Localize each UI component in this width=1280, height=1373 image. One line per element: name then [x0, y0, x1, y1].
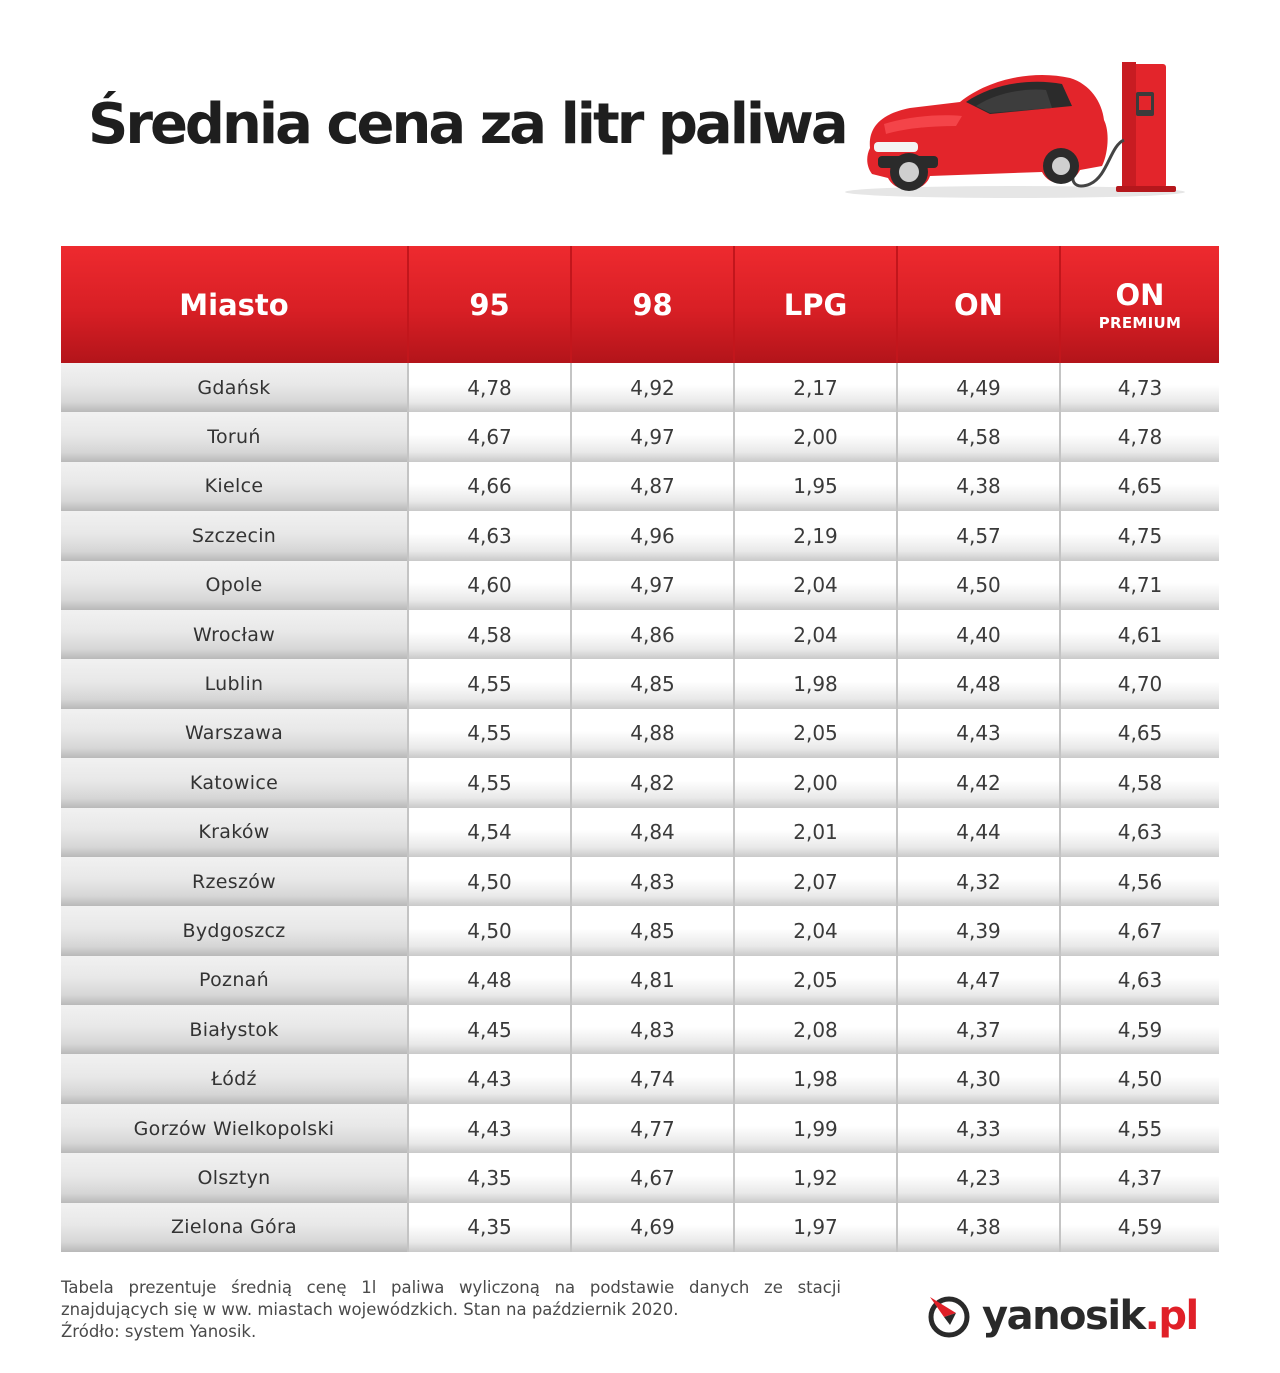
cell-on: 4,38: [896, 462, 1059, 511]
page-title: Średnia cena za litr paliwa: [88, 92, 846, 157]
cell-95: 4,58: [407, 610, 570, 659]
cell-on: 4,48: [896, 659, 1059, 708]
cell-lpg: 2,19: [733, 511, 896, 560]
cell-city: Poznań: [61, 956, 407, 1005]
cell-lpg: 1,98: [733, 659, 896, 708]
cell-lpg: 2,04: [733, 906, 896, 955]
cell-98: 4,69: [570, 1203, 733, 1252]
cell-city: Rzeszów: [61, 857, 407, 906]
cell-lpg: 2,04: [733, 561, 896, 610]
cell-city: Gdańsk: [61, 363, 407, 412]
table-row: [61, 659, 1219, 708]
cell-city: Białystok: [61, 1005, 407, 1054]
header-city: Miasto: [179, 287, 289, 322]
cell-lpg: 2,05: [733, 709, 896, 758]
cell-on-premium: 4,55: [1059, 1104, 1219, 1153]
cell-on: 4,40: [896, 610, 1059, 659]
header-98: 98: [570, 246, 733, 363]
footnote-source: Źródło: system Yanosik.: [61, 1322, 257, 1341]
cell-on-premium: 4,37: [1059, 1153, 1219, 1202]
cell-95: 4,55: [407, 659, 570, 708]
cell-on-premium: 4,78: [1059, 412, 1219, 461]
table-row: [61, 906, 1219, 955]
cell-98: 4,82: [570, 758, 733, 807]
cell-95: 4,50: [407, 857, 570, 906]
cell-on: 4,37: [896, 1005, 1059, 1054]
header-lpg: LPG: [733, 246, 896, 363]
cell-lpg: 2,01: [733, 808, 896, 857]
brand-name: yanosik: [982, 1293, 1145, 1339]
cell-on: 4,38: [896, 1203, 1059, 1252]
cell-city: Opole: [61, 561, 407, 610]
table-header: [61, 246, 1219, 363]
cell-on: 4,30: [896, 1054, 1059, 1103]
cell-95: 4,60: [407, 561, 570, 610]
cell-98: 4,74: [570, 1054, 733, 1103]
cell-on-premium: 4,50: [1059, 1054, 1219, 1103]
table-row: [61, 709, 1219, 758]
table-row: [61, 1005, 1219, 1054]
table-row: [61, 561, 1219, 610]
cell-city: Olsztyn: [61, 1153, 407, 1202]
table-row: [61, 363, 1219, 412]
header-on-premium: ON PREMIUM: [1059, 246, 1219, 363]
table-row: [61, 1104, 1219, 1153]
cell-city: Bydgoszcz: [61, 906, 407, 955]
cell-city: Kraków: [61, 808, 407, 857]
cell-on-premium: 4,58: [1059, 758, 1219, 807]
cell-95: 4,35: [407, 1203, 570, 1252]
cell-95: 4,43: [407, 1054, 570, 1103]
cell-98: 4,84: [570, 808, 733, 857]
fuel-price-table: [61, 246, 1219, 1252]
cell-city: Zielona Góra: [61, 1203, 407, 1252]
table-row: [61, 412, 1219, 461]
cell-lpg: 2,00: [733, 412, 896, 461]
cell-98: 4,97: [570, 412, 733, 461]
cell-on-premium: 4,59: [1059, 1203, 1219, 1252]
cell-98: 4,67: [570, 1153, 733, 1202]
cell-on-premium: 4,70: [1059, 659, 1219, 708]
cell-95: 4,55: [407, 758, 570, 807]
cell-on: 4,44: [896, 808, 1059, 857]
cell-on-premium: 4,59: [1059, 1005, 1219, 1054]
cell-98: 4,85: [570, 659, 733, 708]
cell-on-premium: 4,73: [1059, 363, 1219, 412]
cell-95: 4,45: [407, 1005, 570, 1054]
cell-city: Warszawa: [61, 709, 407, 758]
footnote-description: Tabela prezentuje średnią cenę 1l paliwa wyliczoną na podstawie danych ze stacji znajdujących się w ww. miastach wojewódzkich. Stan na październik 2020.: [61, 1278, 841, 1319]
cell-95: 4,50: [407, 906, 570, 955]
table-row: [61, 511, 1219, 560]
cell-lpg: 1,92: [733, 1153, 896, 1202]
table-row: [61, 758, 1219, 807]
cell-on: 4,39: [896, 906, 1059, 955]
cell-on: 4,57: [896, 511, 1059, 560]
cell-lpg: 1,98: [733, 1054, 896, 1103]
cell-on: 4,23: [896, 1153, 1059, 1202]
cell-city: Gorzów Wielkopolski: [61, 1104, 407, 1153]
cell-98: 4,86: [570, 610, 733, 659]
cell-95: 4,55: [407, 709, 570, 758]
cell-98: 4,97: [570, 561, 733, 610]
cell-city: Łódź: [61, 1054, 407, 1103]
cell-on: 4,50: [896, 561, 1059, 610]
cell-95: 4,43: [407, 1104, 570, 1153]
cell-on-premium: 4,56: [1059, 857, 1219, 906]
cell-lpg: 1,95: [733, 462, 896, 511]
cell-city: Katowice: [61, 758, 407, 807]
cell-98: 4,83: [570, 1005, 733, 1054]
cell-98: 4,96: [570, 511, 733, 560]
cell-95: 4,63: [407, 511, 570, 560]
cell-city: Wrocław: [61, 610, 407, 659]
cell-95: 4,67: [407, 412, 570, 461]
cell-on-premium: 4,75: [1059, 511, 1219, 560]
cell-on: 4,42: [896, 758, 1059, 807]
cell-95: 4,54: [407, 808, 570, 857]
cell-on-premium: 4,61: [1059, 610, 1219, 659]
cell-on: 4,33: [896, 1104, 1059, 1153]
cell-city: Kielce: [61, 462, 407, 511]
cell-on-premium: 4,65: [1059, 462, 1219, 511]
header-95: 95: [407, 246, 570, 363]
cell-on: 4,43: [896, 709, 1059, 758]
table-row: [61, 1153, 1219, 1202]
table-row: [61, 462, 1219, 511]
cell-lpg: 2,00: [733, 758, 896, 807]
cell-city: Toruń: [61, 412, 407, 461]
brand-logo: [926, 1289, 1226, 1343]
cell-lpg: 2,17: [733, 363, 896, 412]
table-body: [61, 363, 1219, 1252]
cell-on-premium: 4,65: [1059, 709, 1219, 758]
car-charging-icon: [840, 56, 1200, 206]
cell-on-premium: 4,63: [1059, 808, 1219, 857]
footnote: [61, 1277, 841, 1343]
cell-95: 4,35: [407, 1153, 570, 1202]
header-on: ON: [896, 246, 1059, 363]
cell-98: 4,77: [570, 1104, 733, 1153]
cell-98: 4,87: [570, 462, 733, 511]
cell-98: 4,88: [570, 709, 733, 758]
cell-on: 4,32: [896, 857, 1059, 906]
table-row: [61, 610, 1219, 659]
brand-domain: .pl: [1144, 1293, 1198, 1339]
cell-on: 4,47: [896, 956, 1059, 1005]
table-row: [61, 956, 1219, 1005]
cell-lpg: 2,05: [733, 956, 896, 1005]
yanosik-logo-icon: [926, 1293, 972, 1339]
table-row: [61, 1203, 1219, 1252]
cell-lpg: 1,99: [733, 1104, 896, 1153]
cell-lpg: 2,07: [733, 857, 896, 906]
cell-lpg: 2,08: [733, 1005, 896, 1054]
cell-city: Lublin: [61, 659, 407, 708]
cell-on-premium: 4,67: [1059, 906, 1219, 955]
cell-lpg: 2,04: [733, 610, 896, 659]
cell-on-premium: 4,71: [1059, 561, 1219, 610]
cell-on-premium: 4,63: [1059, 956, 1219, 1005]
cell-city: Szczecin: [61, 511, 407, 560]
cell-98: 4,81: [570, 956, 733, 1005]
cell-lpg: 1,97: [733, 1203, 896, 1252]
cell-98: 4,85: [570, 906, 733, 955]
cell-95: 4,48: [407, 956, 570, 1005]
cell-98: 4,83: [570, 857, 733, 906]
cell-98: 4,92: [570, 363, 733, 412]
cell-95: 4,66: [407, 462, 570, 511]
cell-95: 4,78: [407, 363, 570, 412]
cell-on: 4,58: [896, 412, 1059, 461]
table-row: [61, 857, 1219, 906]
table-row: [61, 1054, 1219, 1103]
table-row: [61, 808, 1219, 857]
cell-on: 4,49: [896, 363, 1059, 412]
